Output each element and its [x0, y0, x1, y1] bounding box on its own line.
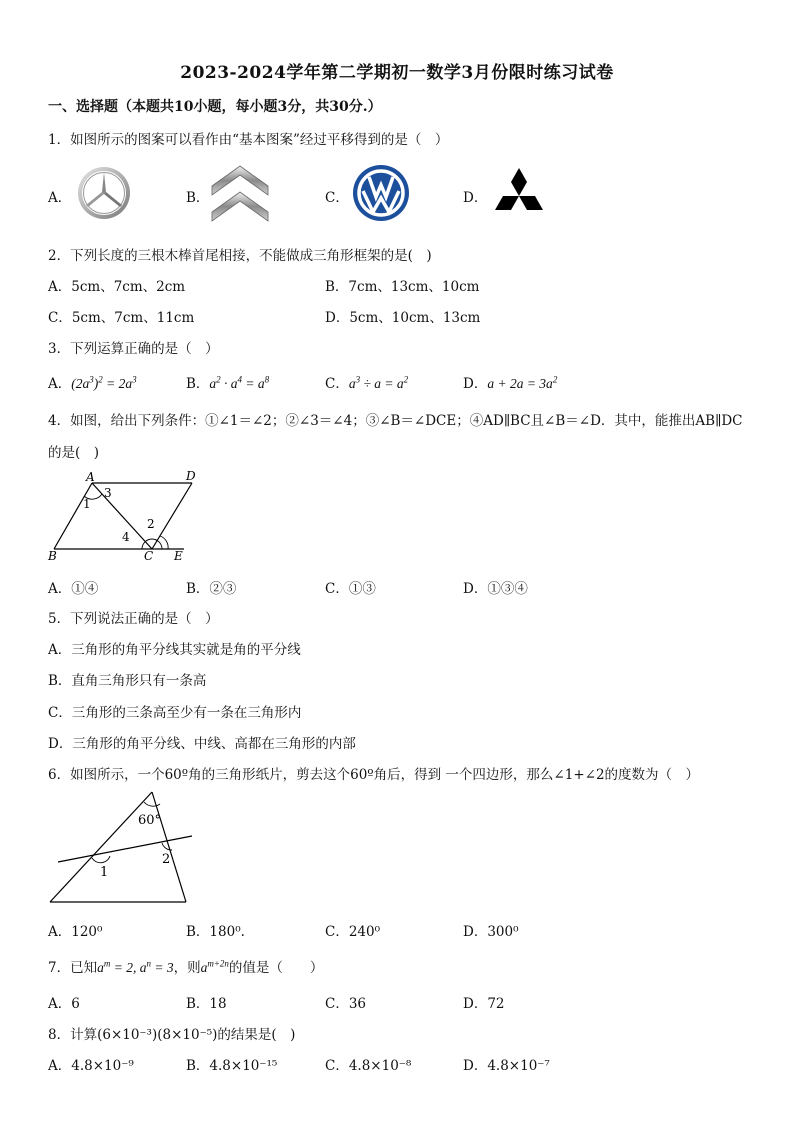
q1-option-a-label: A． [48, 190, 72, 206]
q7-suffix: 的值是（ ） [228, 960, 324, 976]
q4-angle-2: 2 [147, 517, 155, 531]
q6-option-a: A．120⁰ [48, 924, 103, 940]
q3-option-d-label: D． [463, 376, 488, 392]
question-1-stem: 1．如图所示的图案可以看作由“基本图案”经过平移得到的是（ ） [48, 132, 449, 148]
q3-option-a: A．$(2a^3)^2 = 2a^3$ [48, 374, 137, 392]
q7-option-d: D．72 [463, 996, 505, 1012]
q8-option-d: D．4.8×10⁻⁷ [463, 1058, 550, 1074]
q1-option-d-label: D． [463, 190, 488, 206]
q4-option-b: B．②③ [186, 581, 237, 597]
exam-title: 2023-2024学年第二学期初一数学3月份限时练习试卷 [180, 63, 614, 83]
question-4-stem-line1: 4．如图，给出下列条件：①∠1＝∠2；②∠3＝∠4；③∠B＝∠DCE；④AD∥BC且∠B＝∠D．其中，能推出AB∥DC [48, 413, 743, 429]
q2-option-d: D．5cm、10cm、13cm [325, 310, 481, 326]
q4-option-c: C．①③ [325, 581, 376, 597]
q5-option-c: C．三角形的三条高至少有一条在三角形内 [48, 705, 302, 721]
q4-label-c: C [144, 549, 154, 563]
q4-label-e: E [174, 549, 183, 563]
q4-parallelogram-figure [44, 466, 204, 566]
q2-option-a: A．5cm、7cm、2cm [48, 279, 186, 295]
q3-option-b-label: B． [186, 376, 210, 392]
q8-option-b: B．4.8×10⁻¹⁵ [186, 1058, 278, 1074]
section-heading: 一、选择题（本题共10小题，每小题3分，共30分.） [48, 99, 382, 115]
q7-option-c: C．36 [325, 996, 367, 1012]
q6-option-b: B．180⁰. [186, 924, 245, 940]
q5-option-a: A．三角形的角平分线其实就是角的平分线 [48, 642, 301, 658]
q2-option-c: C．5cm、7cm、11cm [48, 310, 195, 326]
q7-middle: ，则 [173, 960, 201, 976]
q3-option-a-label: A． [48, 376, 72, 392]
q8-option-c: C．4.8×10⁻⁸ [325, 1058, 412, 1074]
q5-option-d: D．三角形的角平分线、中线、高都在三角形的内部 [48, 736, 356, 752]
q8-option-a: A．4.8×10⁻⁹ [48, 1058, 134, 1074]
q6-triangle-figure [44, 786, 200, 908]
question-4-stem-line2: 的是( ) [48, 445, 100, 461]
q7-option-b: B．18 [186, 996, 227, 1012]
q1-option-b-label: B． [186, 190, 210, 206]
q6-angle-60: 60° [138, 813, 162, 828]
question-5-stem: 5．下列说法正确的是（ ） [48, 611, 219, 627]
citroen-logo-icon [210, 162, 270, 224]
q4-angle-3: 3 [104, 486, 112, 500]
q4-angle-1: 1 [83, 497, 91, 511]
question-2-stem: 2．下列长度的三根木棒首尾相接，不能做成三角形框架的是( ) [48, 248, 432, 264]
question-3-stem: 3．下列运算正确的是（ ） [48, 341, 219, 357]
mitsubishi-logo-icon [489, 166, 549, 222]
question-6-stem: 6．如图所示，一个60º角的三角形纸片，剪去这个60º角后，得到 一个四边形，那么∠1+∠2的度数为（ ） [48, 767, 700, 783]
q7-prefix: 7．已知 [48, 960, 98, 976]
q4-option-a: A．①④ [48, 581, 99, 597]
q4-label-a: A [86, 470, 95, 484]
volkswagen-logo-icon [352, 164, 410, 222]
q2-option-b: B．7cm、13cm、10cm [325, 279, 480, 295]
q4-label-b: B [48, 549, 57, 563]
q3-option-d: D．$a + 2a = 3a^2$ [463, 374, 558, 392]
q5-option-b: B．直角三角形只有一条高 [48, 673, 207, 689]
q4-angle-4: 4 [122, 530, 130, 544]
q6-option-c: C．240⁰ [325, 924, 381, 940]
q1-option-c-label: C． [325, 190, 349, 206]
q3-option-c-label: C． [325, 376, 349, 392]
q6-angle-1: 1 [100, 865, 109, 880]
question-8-stem: 8．计算(6×10⁻³)(8×10⁻⁵)的结果是( ) [48, 1027, 296, 1043]
q4-option-d: D．①③④ [463, 581, 528, 597]
q6-option-d: D．300⁰ [463, 924, 519, 940]
q6-angle-2: 2 [162, 852, 171, 867]
q3-option-c: C．$a^3 \div a = a^2$ [325, 374, 409, 392]
question-7-stem: 7．已知$a^m = 2$, $a^n = 3$，则$a^{m+2n}$的值是（ ） [48, 958, 324, 976]
mercedes-logo-icon [76, 165, 132, 221]
q3-option-b: B．$a^2 \cdot a^4 = a^8$ [186, 374, 270, 392]
q7-option-a: A．6 [48, 996, 80, 1012]
q4-label-d: D [186, 469, 196, 483]
